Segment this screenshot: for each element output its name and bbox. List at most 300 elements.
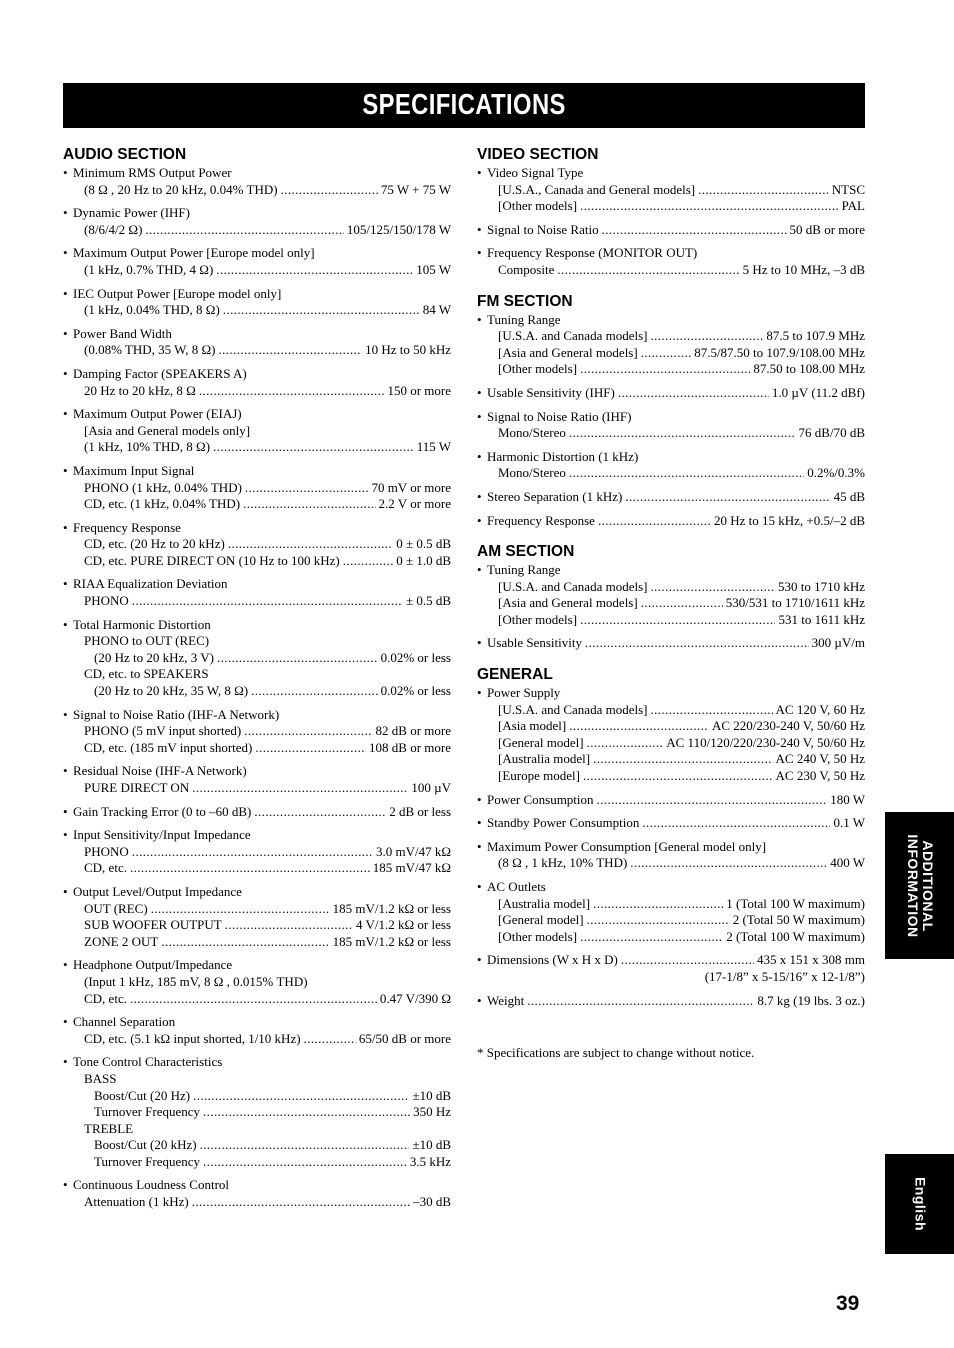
- spec-value: 530/531 to 1710/1611 kHz: [725, 595, 865, 611]
- spec-sub-line: [63, 423, 451, 440]
- spec-label: • Gain Tracking Error (0 to –60 dB): [73, 803, 252, 819]
- spec-sub-label: (20 Hz to 20 kHz, 35 W, 8 Ω): [94, 683, 249, 699]
- spec-label: • Power Band Width: [63, 326, 451, 343]
- spec-value: 1 (Total 100 W maximum): [726, 895, 865, 911]
- fm-section-heading: FM SECTION: [477, 292, 573, 310]
- spec-sub-line: [63, 182, 451, 199]
- dot-leader: [132, 593, 403, 610]
- spec-sub-label: CD, etc. (5.1 kΩ input shorted, 1/10 kHz): [84, 1030, 301, 1046]
- dot-leader: [193, 1088, 409, 1105]
- spec-sub-label: [U.S.A. and Canada models]: [498, 701, 648, 717]
- dot-leader: [527, 993, 754, 1010]
- dot-leader: [243, 496, 375, 513]
- spec-label: • Stereo Separation (1 kHz): [487, 488, 623, 504]
- spec-value: 87.50 to 108.00 MHz: [753, 361, 865, 377]
- spec-item-line: [477, 635, 865, 652]
- spec-label: • Maximum Output Power [Europe model only]: [63, 245, 451, 262]
- dot-leader: [650, 579, 775, 596]
- spec-label: • Channel Separation: [63, 1014, 451, 1031]
- spec-sub-line: [477, 595, 865, 612]
- spec-sub-label: Boost/Cut (20 kHz): [94, 1137, 197, 1153]
- spec-value: 65/50 dB or more: [358, 1030, 451, 1046]
- dot-leader: [130, 991, 377, 1008]
- general-section: [477, 666, 865, 1009]
- spec-item: [63, 205, 451, 238]
- dot-leader: [621, 952, 754, 969]
- spec-sub-line: [477, 361, 865, 378]
- spec-value: 2.2 V or more: [378, 496, 451, 512]
- additional-information-tab[interactable]: [885, 812, 954, 959]
- page-title: [63, 83, 865, 128]
- spec-value: AC 220/230-240 V, 50/60 Hz: [712, 718, 865, 734]
- spec-sub-label: PHONO (5 mV input shorted): [84, 723, 242, 739]
- spec-item: [477, 489, 865, 506]
- spec-item: [477, 993, 865, 1010]
- spec-value: 100 µV: [411, 780, 451, 795]
- dot-leader: [569, 718, 709, 735]
- dot-leader: [218, 342, 362, 359]
- spec-value: PAL: [841, 198, 865, 214]
- spec-sub-line: [63, 536, 451, 553]
- spec-sub-label: (1 kHz, 10% THD, 8 Ω): [84, 439, 211, 455]
- spec-item: [63, 286, 451, 319]
- dot-leader: [151, 901, 330, 918]
- dot-leader: [192, 1194, 410, 1211]
- spec-label: • Input Sensitivity/Input Impedance: [63, 827, 451, 844]
- spec-item: [477, 245, 865, 278]
- dot-leader: [593, 896, 723, 913]
- spec-label: • AC Outlets: [477, 879, 865, 896]
- spec-sub-label: [Australia model]: [498, 895, 591, 911]
- spec-sub-line: [63, 222, 451, 239]
- spec-sub-label: PHONO: [84, 843, 129, 859]
- spec-sub-line: [477, 182, 865, 199]
- spec-item: [477, 635, 865, 652]
- spec-item: [63, 884, 451, 950]
- spec-item: [63, 326, 451, 359]
- spec-label: • Residual Noise (IHF-A Network): [63, 763, 451, 780]
- dot-leader: [580, 198, 839, 215]
- spec-value: 108 dB or more: [369, 739, 451, 755]
- spec-item: [477, 562, 865, 628]
- spec-item-line: [477, 513, 865, 530]
- spec-value: 300 µV/m: [811, 635, 865, 651]
- spec-sub-line: [477, 929, 865, 946]
- general-section-heading: GENERAL: [477, 666, 553, 684]
- am-section: [477, 543, 865, 652]
- footnote: * Specifications are subject to change without notice.: [477, 1045, 755, 1061]
- spec-sub-label: PHONO (1 kHz, 0.04% THD): [84, 479, 242, 495]
- dot-leader: [251, 683, 377, 700]
- spec-value: 84 W: [422, 302, 451, 318]
- spec-sub-label: [Australia model]: [498, 751, 591, 767]
- dot-leader: [698, 182, 829, 199]
- spec-sub-line: [63, 496, 451, 513]
- spec-label: • Signal to Noise Ratio (IHF-A Network): [63, 707, 451, 724]
- spec-sub-line: [63, 934, 451, 951]
- spec-label: • Power Supply: [477, 685, 865, 702]
- spec-value: 45 dB: [833, 488, 865, 504]
- left-column: [63, 146, 451, 1225]
- dot-leader: [343, 553, 393, 570]
- spec-label: • Frequency Response: [487, 512, 595, 528]
- spec-label: • Power Consumption: [487, 791, 594, 807]
- spec-label: • Dimensions (W x H x D): [487, 952, 618, 968]
- spec-sub-label: PHONO to OUT (REC): [84, 633, 210, 649]
- spec-sub-label: PURE DIRECT ON: [84, 780, 190, 795]
- spec-item: [477, 165, 865, 215]
- fm-section: [477, 293, 865, 530]
- spec-sub-line: [63, 633, 451, 650]
- spec-sub-label: (1 kHz, 0.7% THD, 4 Ω): [84, 261, 214, 277]
- spec-value: 150 or more: [387, 382, 451, 398]
- spec-sub-label: [Other models]: [498, 361, 578, 377]
- spec-sub-line: [63, 1121, 451, 1138]
- spec-label: • Continuous Loudness Control: [63, 1177, 451, 1194]
- dot-leader: [580, 361, 750, 378]
- spec-item: [477, 385, 865, 402]
- dot-leader: [641, 345, 691, 362]
- spec-value: 87.5/87.50 to 107.9/108.00 MHz: [694, 344, 865, 360]
- spec-item: [477, 222, 865, 239]
- spec-value: 0 ± 0.5 dB: [396, 536, 451, 552]
- spec-label: • Maximum Power Consumption [General model only]: [477, 839, 865, 856]
- spec-value: 20 Hz to 15 kHz, +0.5/–2 dB: [713, 512, 865, 528]
- dot-leader: [254, 804, 386, 821]
- spec-label: • Total Harmonic Distortion: [63, 617, 451, 634]
- spec-label: • Frequency Response (MONITOR OUT): [477, 245, 865, 262]
- spec-sub-label: 20 Hz to 20 kHz, 8 Ω: [84, 382, 196, 398]
- spec-value: 5 Hz to 10 MHz, –3 dB: [742, 261, 865, 277]
- dot-leader: [587, 735, 664, 752]
- spec-sub-label: (8 Ω , 1 kHz, 10% THD): [498, 855, 628, 871]
- spec-item-line: [477, 489, 865, 506]
- dot-leader: [650, 702, 772, 719]
- spec-label: • Signal to Noise Ratio (IHF): [477, 409, 865, 426]
- spec-value: 75 W + 75 W: [380, 181, 451, 197]
- spec-sub-label: [Asia and General models only]: [84, 422, 251, 438]
- video-section-heading: VIDEO SECTION: [477, 146, 599, 163]
- spec-sub-label: CD, etc. (1 kHz, 0.04% THD): [84, 496, 241, 512]
- spec-sub-line: [477, 702, 865, 719]
- dot-leader: [132, 844, 373, 861]
- spec-sub-line: [477, 751, 865, 768]
- audio-items: [63, 165, 451, 1211]
- spec-sub-line: [63, 593, 451, 610]
- spec-sub-label: Attenuation (1 kHz): [84, 1194, 189, 1210]
- spec-label: • Tuning Range: [477, 562, 865, 579]
- dot-leader: [630, 855, 827, 872]
- spec-sub-line: [477, 465, 865, 482]
- spec-sub-line: [63, 860, 451, 877]
- spec-sub-line: [63, 383, 451, 400]
- spec-item: [63, 617, 451, 700]
- dot-leader: [130, 860, 370, 877]
- spec-sub-label: [General model]: [498, 912, 584, 928]
- spec-sub-line: [63, 991, 451, 1008]
- spec-sub-line: [477, 328, 865, 345]
- spec-sub-label: (8 Ω , 20 Hz to 20 kHz, 0.04% THD): [84, 181, 278, 197]
- dot-leader: [569, 465, 804, 482]
- dot-leader: [192, 780, 408, 797]
- dot-leader: [593, 751, 772, 768]
- spec-value: 180 W: [830, 791, 865, 807]
- spec-sub-line: [63, 1031, 451, 1048]
- dot-leader: [203, 1154, 407, 1171]
- spec-item: [477, 815, 865, 832]
- spec-value: 350 Hz: [413, 1104, 451, 1120]
- dot-leader: [213, 439, 414, 456]
- dot-leader: [199, 383, 385, 400]
- spec-label: • Maximum Output Power (EIAJ): [63, 406, 451, 423]
- spec-item: [63, 707, 451, 757]
- spec-sub-label: CD, etc.: [84, 990, 127, 1006]
- spec-value: 2 (Total 100 W maximum): [726, 928, 865, 944]
- spec-value: 185 mV/1.2 kΩ or less: [332, 933, 451, 949]
- spec-value: 87.5 to 107.9 MHz: [766, 328, 865, 344]
- spec-value: 115 W: [416, 439, 451, 455]
- spec-value: 0.47 V/390 Ω: [379, 990, 451, 1006]
- spec-item-line: [477, 815, 865, 832]
- spec-value: –30 dB: [413, 1194, 451, 1210]
- english-tab[interactable]: [885, 1154, 954, 1254]
- spec-label: • Maximum Input Signal: [63, 463, 451, 480]
- spec-value: 8.7 kg (19 lbs. 3 oz.): [757, 992, 865, 1008]
- spec-sub-label: [Asia and General models]: [498, 595, 638, 611]
- spec-item-line: [477, 385, 865, 402]
- dot-leader: [583, 768, 773, 785]
- spec-sub-label: Composite: [498, 261, 555, 277]
- spec-item-line: [477, 993, 865, 1010]
- spec-item: [63, 1177, 451, 1210]
- spec-item: [477, 685, 865, 785]
- spec-item: [63, 463, 451, 513]
- dot-leader: [650, 328, 763, 345]
- spec-sub-line: [477, 198, 865, 215]
- spec-sub-line: [477, 612, 865, 629]
- spec-sub-line: [477, 718, 865, 735]
- spec-sub-label: ZONE 2 OUT: [84, 933, 159, 949]
- spec-sub-label: [General model]: [498, 734, 584, 750]
- spec-sub-line: [63, 650, 451, 667]
- spec-value: 50 dB or more: [789, 221, 865, 237]
- spec-sub-line: [63, 683, 451, 700]
- spec-value: ±10 dB: [412, 1087, 451, 1103]
- spec-sub-label: (1 kHz, 0.04% THD, 8 Ω): [84, 302, 220, 318]
- spec-sub-label: CD, etc. (20 Hz to 20 kHz): [84, 536, 225, 552]
- spec-sub-label: [Asia model]: [498, 718, 567, 734]
- spec-label: • Damping Factor (SPEAKERS A): [63, 366, 451, 383]
- spec-label: • Minimum RMS Output Power: [63, 165, 451, 182]
- spec-sub-line: [63, 780, 451, 797]
- spec-label: • Weight: [487, 992, 525, 1008]
- spec-sub-line: [63, 1088, 451, 1105]
- spec-item: [477, 952, 865, 985]
- spec-sub-line: [477, 579, 865, 596]
- spec-value: (17-1/8” x 5-15/16” x 12-1/8”): [704, 968, 865, 984]
- spec-sub-label: [U.S.A. and Canada models]: [498, 578, 648, 594]
- spec-sub-line: [63, 1194, 451, 1211]
- spec-sub-label: OUT (REC): [84, 900, 148, 916]
- spec-sub-label: [U.S.A., Canada and General models]: [498, 181, 696, 197]
- spec-value: 2 (Total 50 W maximum): [732, 912, 865, 928]
- audio-section-heading: AUDIO SECTION: [63, 146, 187, 163]
- spec-value: 0.02% or less: [380, 649, 451, 665]
- spec-sub-label: BASS: [84, 1070, 117, 1086]
- spec-sub-line: [63, 917, 451, 934]
- spec-sub-label: Turnover Frequency: [94, 1104, 201, 1120]
- dot-leader: [580, 612, 775, 629]
- spec-sub-line: [63, 666, 451, 683]
- spec-sub-line: [477, 768, 865, 785]
- spec-item: [477, 879, 865, 945]
- spec-item: [63, 957, 451, 1007]
- dot-leader: [228, 536, 393, 553]
- spec-value: ±10 dB: [412, 1137, 451, 1153]
- english-tab-text: English: [912, 1176, 928, 1232]
- tab-line-2: INFORMATION: [904, 833, 921, 938]
- spec-sub-label: Turnover Frequency: [94, 1153, 201, 1169]
- spec-value: 4 V/1.2 kΩ or less: [355, 917, 451, 933]
- general-items: [477, 685, 865, 1009]
- spec-item: [63, 245, 451, 278]
- spec-item-line: [477, 952, 865, 969]
- spec-sub-line: [477, 345, 865, 362]
- spec-sub-label: PHONO: [84, 593, 129, 609]
- spec-sub-line: [63, 480, 451, 497]
- spec-label: • Tuning Range: [477, 312, 865, 329]
- spec-value: 76 dB/70 dB: [798, 425, 865, 441]
- spec-sub-label: CD, etc.: [84, 860, 127, 876]
- right-column: [477, 146, 865, 1062]
- spec-value: 105 W: [416, 261, 451, 277]
- fm-items: [477, 312, 865, 530]
- spec-sub-label: [Other models]: [498, 928, 578, 944]
- dot-leader: [203, 1104, 410, 1121]
- spec-item-line: [477, 222, 865, 239]
- spec-value: ± 0.5 dB: [405, 593, 451, 609]
- dot-leader: [281, 182, 378, 199]
- spec-value: 530 to 1710 kHz: [777, 578, 865, 594]
- dot-leader: [569, 425, 796, 442]
- spec-sub-line: [63, 262, 451, 279]
- spec-value: 105/125/150/178 W: [346, 221, 451, 237]
- dot-leader: [587, 912, 730, 929]
- spec-sub-line: [477, 855, 865, 872]
- spec-sub-line: [63, 342, 451, 359]
- spec-value: 1.0 µV (11.2 dBf): [771, 384, 865, 400]
- spec-value: 400 W: [830, 855, 865, 871]
- spec-sub-line: [63, 302, 451, 319]
- dot-leader: [217, 650, 378, 667]
- spec-sub-label: [Other models]: [498, 611, 578, 627]
- spec-value: 531 to 1611 kHz: [778, 611, 865, 627]
- spec-label: • Harmonic Distortion (1 kHz): [477, 449, 865, 466]
- spec-value: 0.2%/0.3%: [807, 465, 865, 481]
- dot-leader: [216, 262, 413, 279]
- spec-value: 10 Hz to 50 kHz: [365, 342, 451, 358]
- spec-item: [63, 804, 451, 821]
- spec-sub-label: [Europe model]: [498, 768, 580, 784]
- spec-value: 70 mV or more: [371, 479, 451, 495]
- spec-item: [63, 1054, 451, 1170]
- spec-sub-label: SUB WOOFER OUTPUT: [84, 917, 222, 933]
- spec-sub-line: [477, 735, 865, 752]
- spec-value: 3.5 kHz: [409, 1153, 451, 1169]
- spec-item-line: [63, 804, 451, 821]
- spec-sub-label: [U.S.A. and Canada models]: [498, 328, 648, 344]
- page-number: 39: [836, 1292, 860, 1315]
- spec-item: [63, 1014, 451, 1047]
- dot-leader: [304, 1031, 356, 1048]
- spec-label: • Headphone Output/Impedance: [63, 957, 451, 974]
- spec-item: [477, 409, 865, 442]
- dot-leader: [225, 917, 353, 934]
- spec-sub-label: TREBLE: [84, 1120, 134, 1136]
- dot-leader: [223, 302, 420, 319]
- spec-sub-line: [63, 901, 451, 918]
- spec-value: 82 dB or more: [375, 723, 451, 739]
- spec-value: 0.02% or less: [380, 683, 451, 699]
- spec-sub-line: [477, 912, 865, 929]
- audio-section: [63, 146, 451, 1211]
- spec-label: • Frequency Response: [63, 520, 451, 537]
- spec-item: [63, 406, 451, 456]
- spec-sub-label: CD, etc. to SPEAKERS: [84, 666, 209, 682]
- spec-value: 0.1 W: [833, 815, 865, 831]
- video-items: [477, 165, 865, 279]
- spec-item: [63, 827, 451, 877]
- spec-sub-line: [477, 896, 865, 913]
- dot-leader: [244, 723, 372, 740]
- spec-label: • IEC Output Power [Europe model only]: [63, 286, 451, 303]
- spec-label: • Video Signal Type: [477, 165, 865, 182]
- spec-value: AC 120 V, 60 Hz: [775, 701, 865, 717]
- spec-item: [477, 513, 865, 530]
- spec-label: • Signal to Noise Ratio: [487, 221, 599, 237]
- dot-leader: [585, 635, 809, 652]
- spec-sub-label: CD, etc. PURE DIRECT ON (10 Hz to 100 kHz): [84, 552, 340, 568]
- spec-sub-line: [63, 1104, 451, 1121]
- spec-label: • Standby Power Consumption: [487, 815, 640, 831]
- spec-value: 185 mV/47 kΩ: [372, 860, 451, 876]
- page-title-text: SPECIFICATIONS: [362, 89, 566, 121]
- dot-leader: [580, 929, 723, 946]
- dot-leader: [255, 740, 366, 757]
- dot-leader: [200, 1137, 410, 1154]
- dot-leader: [598, 513, 711, 530]
- spec-sub-line: [63, 553, 451, 570]
- spec-item: [63, 576, 451, 609]
- spec-sub-label: (0.08% THD, 35 W, 8 Ω): [84, 342, 216, 358]
- spec-sub-label: Boost/Cut (20 Hz): [94, 1087, 191, 1103]
- dot-leader: [602, 222, 787, 239]
- spec-sub-label: (20 Hz to 20 kHz, 3 V): [94, 649, 214, 665]
- spec-item: [63, 520, 451, 570]
- spec-value: NTSC: [831, 181, 865, 197]
- spec-sub-line: [477, 425, 865, 442]
- spec-item: [63, 763, 451, 796]
- spec-value: 0 ± 1.0 dB: [396, 552, 451, 568]
- am-items: [477, 562, 865, 652]
- video-section: [477, 146, 865, 279]
- dot-leader: [641, 595, 723, 612]
- spec-item: [477, 792, 865, 809]
- spec-sub-label: CD, etc. (185 mV input shorted): [84, 739, 253, 755]
- spec-sub-label: (8/6/4/2 Ω): [84, 221, 143, 237]
- spec-item: [477, 449, 865, 482]
- spec-value: 185 mV/1.2 kΩ or less: [332, 900, 451, 916]
